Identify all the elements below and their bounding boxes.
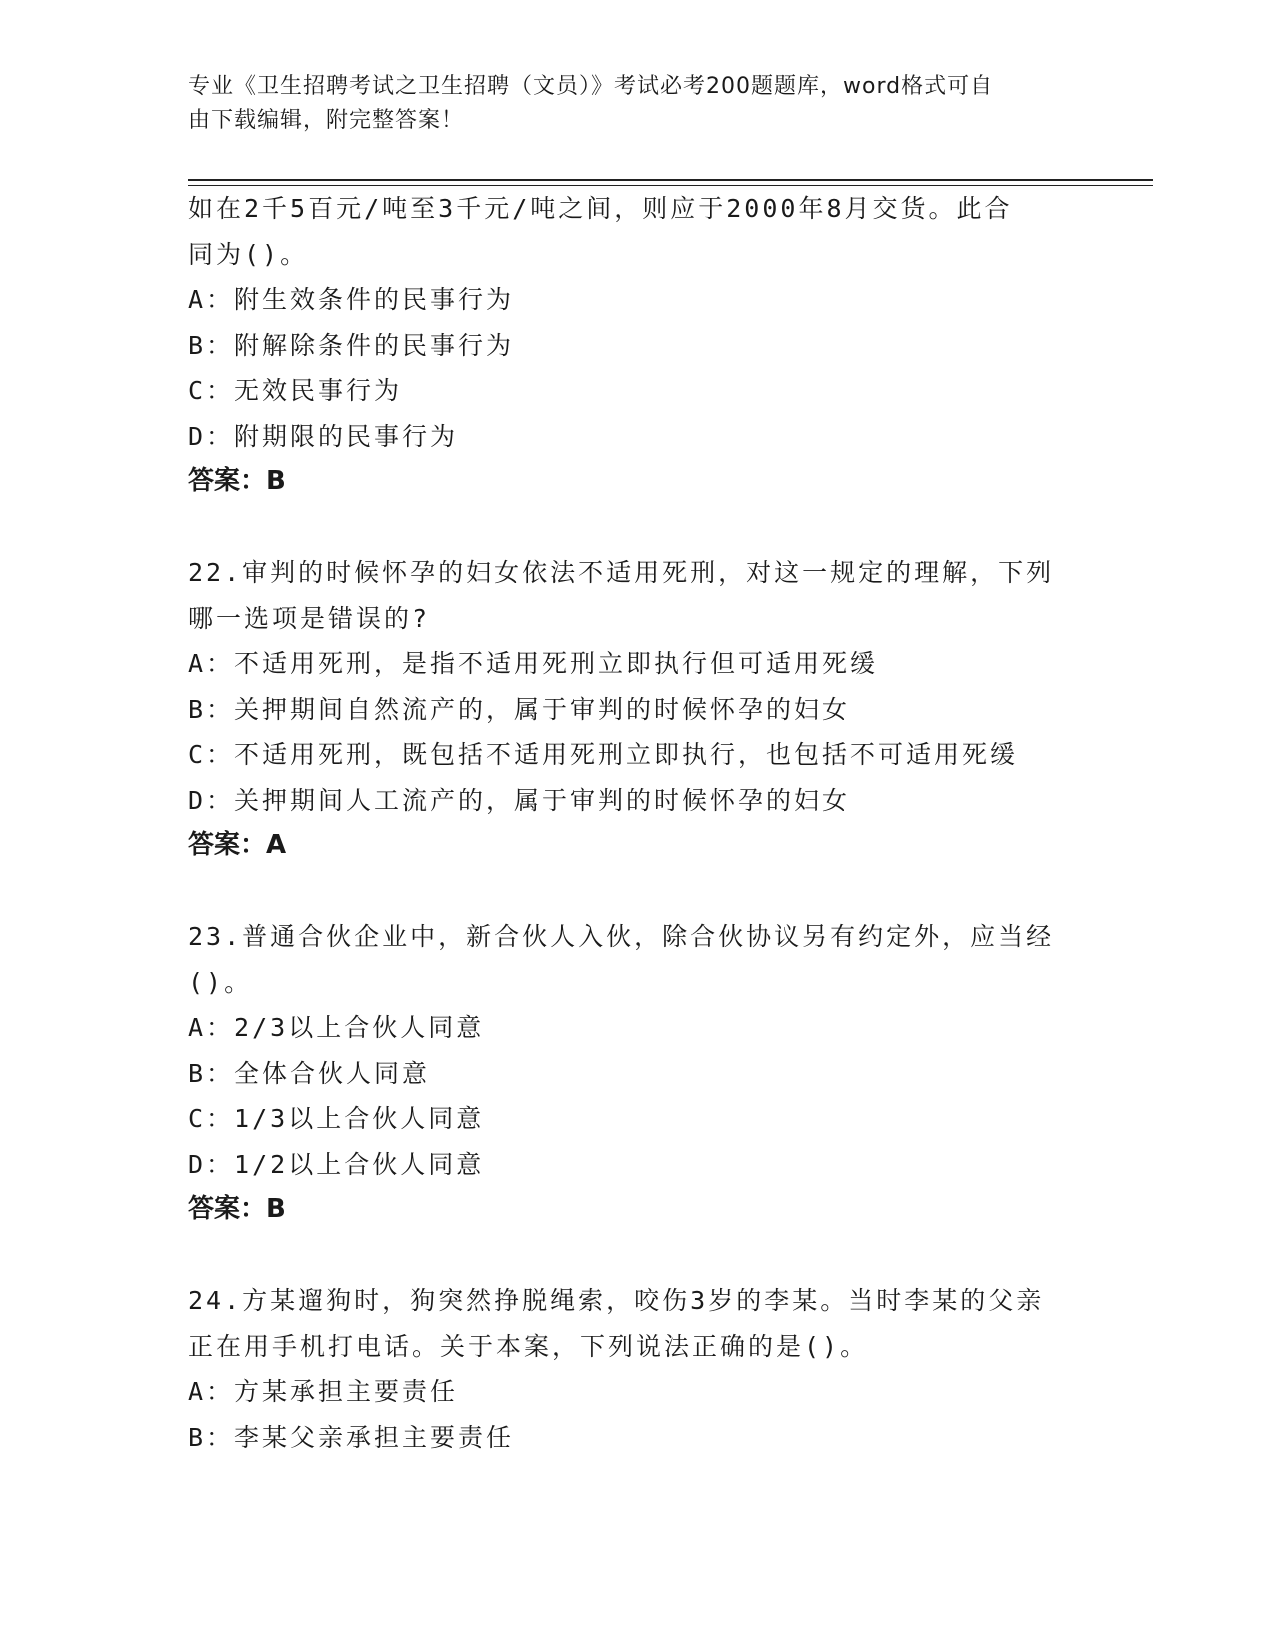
spacer	[188, 1233, 1088, 1279]
option-d: D：关押期间人工流产的，属于审判的时候怀孕的妇女	[188, 785, 851, 815]
question-stem-line: 如在2千5百元/吨至3千元/吨之间，则应于2000年8月交货。此合	[188, 194, 1013, 223]
option-c: C：不适用死刑，既包括不适用死刑立即执行，也包括不可适用死缓	[188, 740, 1019, 769]
answer-line: 答案：B	[188, 1194, 286, 1224]
question-stem-line: 24.方某遛狗时，狗突然挣脱绳索，咬伤3岁的李某。当时李某的父亲	[188, 1286, 1045, 1315]
question-21	[188, 186, 1088, 505]
header-divider-thick	[188, 179, 1153, 181]
question-23	[188, 914, 1088, 1233]
option-c: C：无效民事行为	[188, 376, 403, 405]
question-list	[188, 186, 1088, 1460]
document-header	[188, 70, 1068, 138]
option-c: C：1/3以上合伙人同意	[188, 1104, 485, 1133]
option-a: A：附生效条件的民事行为	[188, 285, 515, 314]
option-d: D：1/2以上合伙人同意	[188, 1149, 485, 1179]
spacer	[188, 869, 1088, 915]
option-b: B：关押期间自然流产的，属于审判的时候怀孕的妇女	[188, 694, 851, 724]
question-24	[188, 1278, 1088, 1460]
question-stem-line: 哪一选项是错误的?	[188, 603, 431, 633]
option-d: D：附期限的民事行为	[188, 421, 459, 451]
question-22	[188, 550, 1088, 869]
answer-line: 答案：A	[188, 830, 287, 860]
option-b: B：李某父亲承担主要责任	[188, 1422, 515, 1452]
question-stem-line: 同为()。	[188, 239, 309, 269]
option-a: A：方某承担主要责任	[188, 1377, 459, 1406]
option-b: B：附解除条件的民事行为	[188, 330, 515, 360]
question-stem-line: ()。	[188, 967, 253, 997]
option-a: A：不适用死刑，是指不适用死刑立即执行但可适用死缓	[188, 649, 879, 678]
option-a: A：2/3以上合伙人同意	[188, 1013, 485, 1042]
question-stem-line: 23.普通合伙企业中，新合伙人入伙，除合伙协议另有约定外，应当经	[188, 922, 1055, 951]
header-line-1: 专业《卫生招聘考试之卫生招聘（文员）》考试必考200题题库，word格式可自	[188, 74, 994, 99]
answer-line: 答案：B	[188, 466, 286, 496]
spacer	[188, 505, 1088, 551]
question-stem-line: 22.审判的时候怀孕的妇女依法不适用死刑，对这一规定的理解，下列	[188, 558, 1055, 587]
question-stem-line: 正在用手机打电话。关于本案，下列说法正确的是()。	[188, 1331, 869, 1361]
header-line-2: 由下载编辑，附完整答案！	[188, 108, 465, 133]
option-b: B：全体合伙人同意	[188, 1058, 431, 1088]
